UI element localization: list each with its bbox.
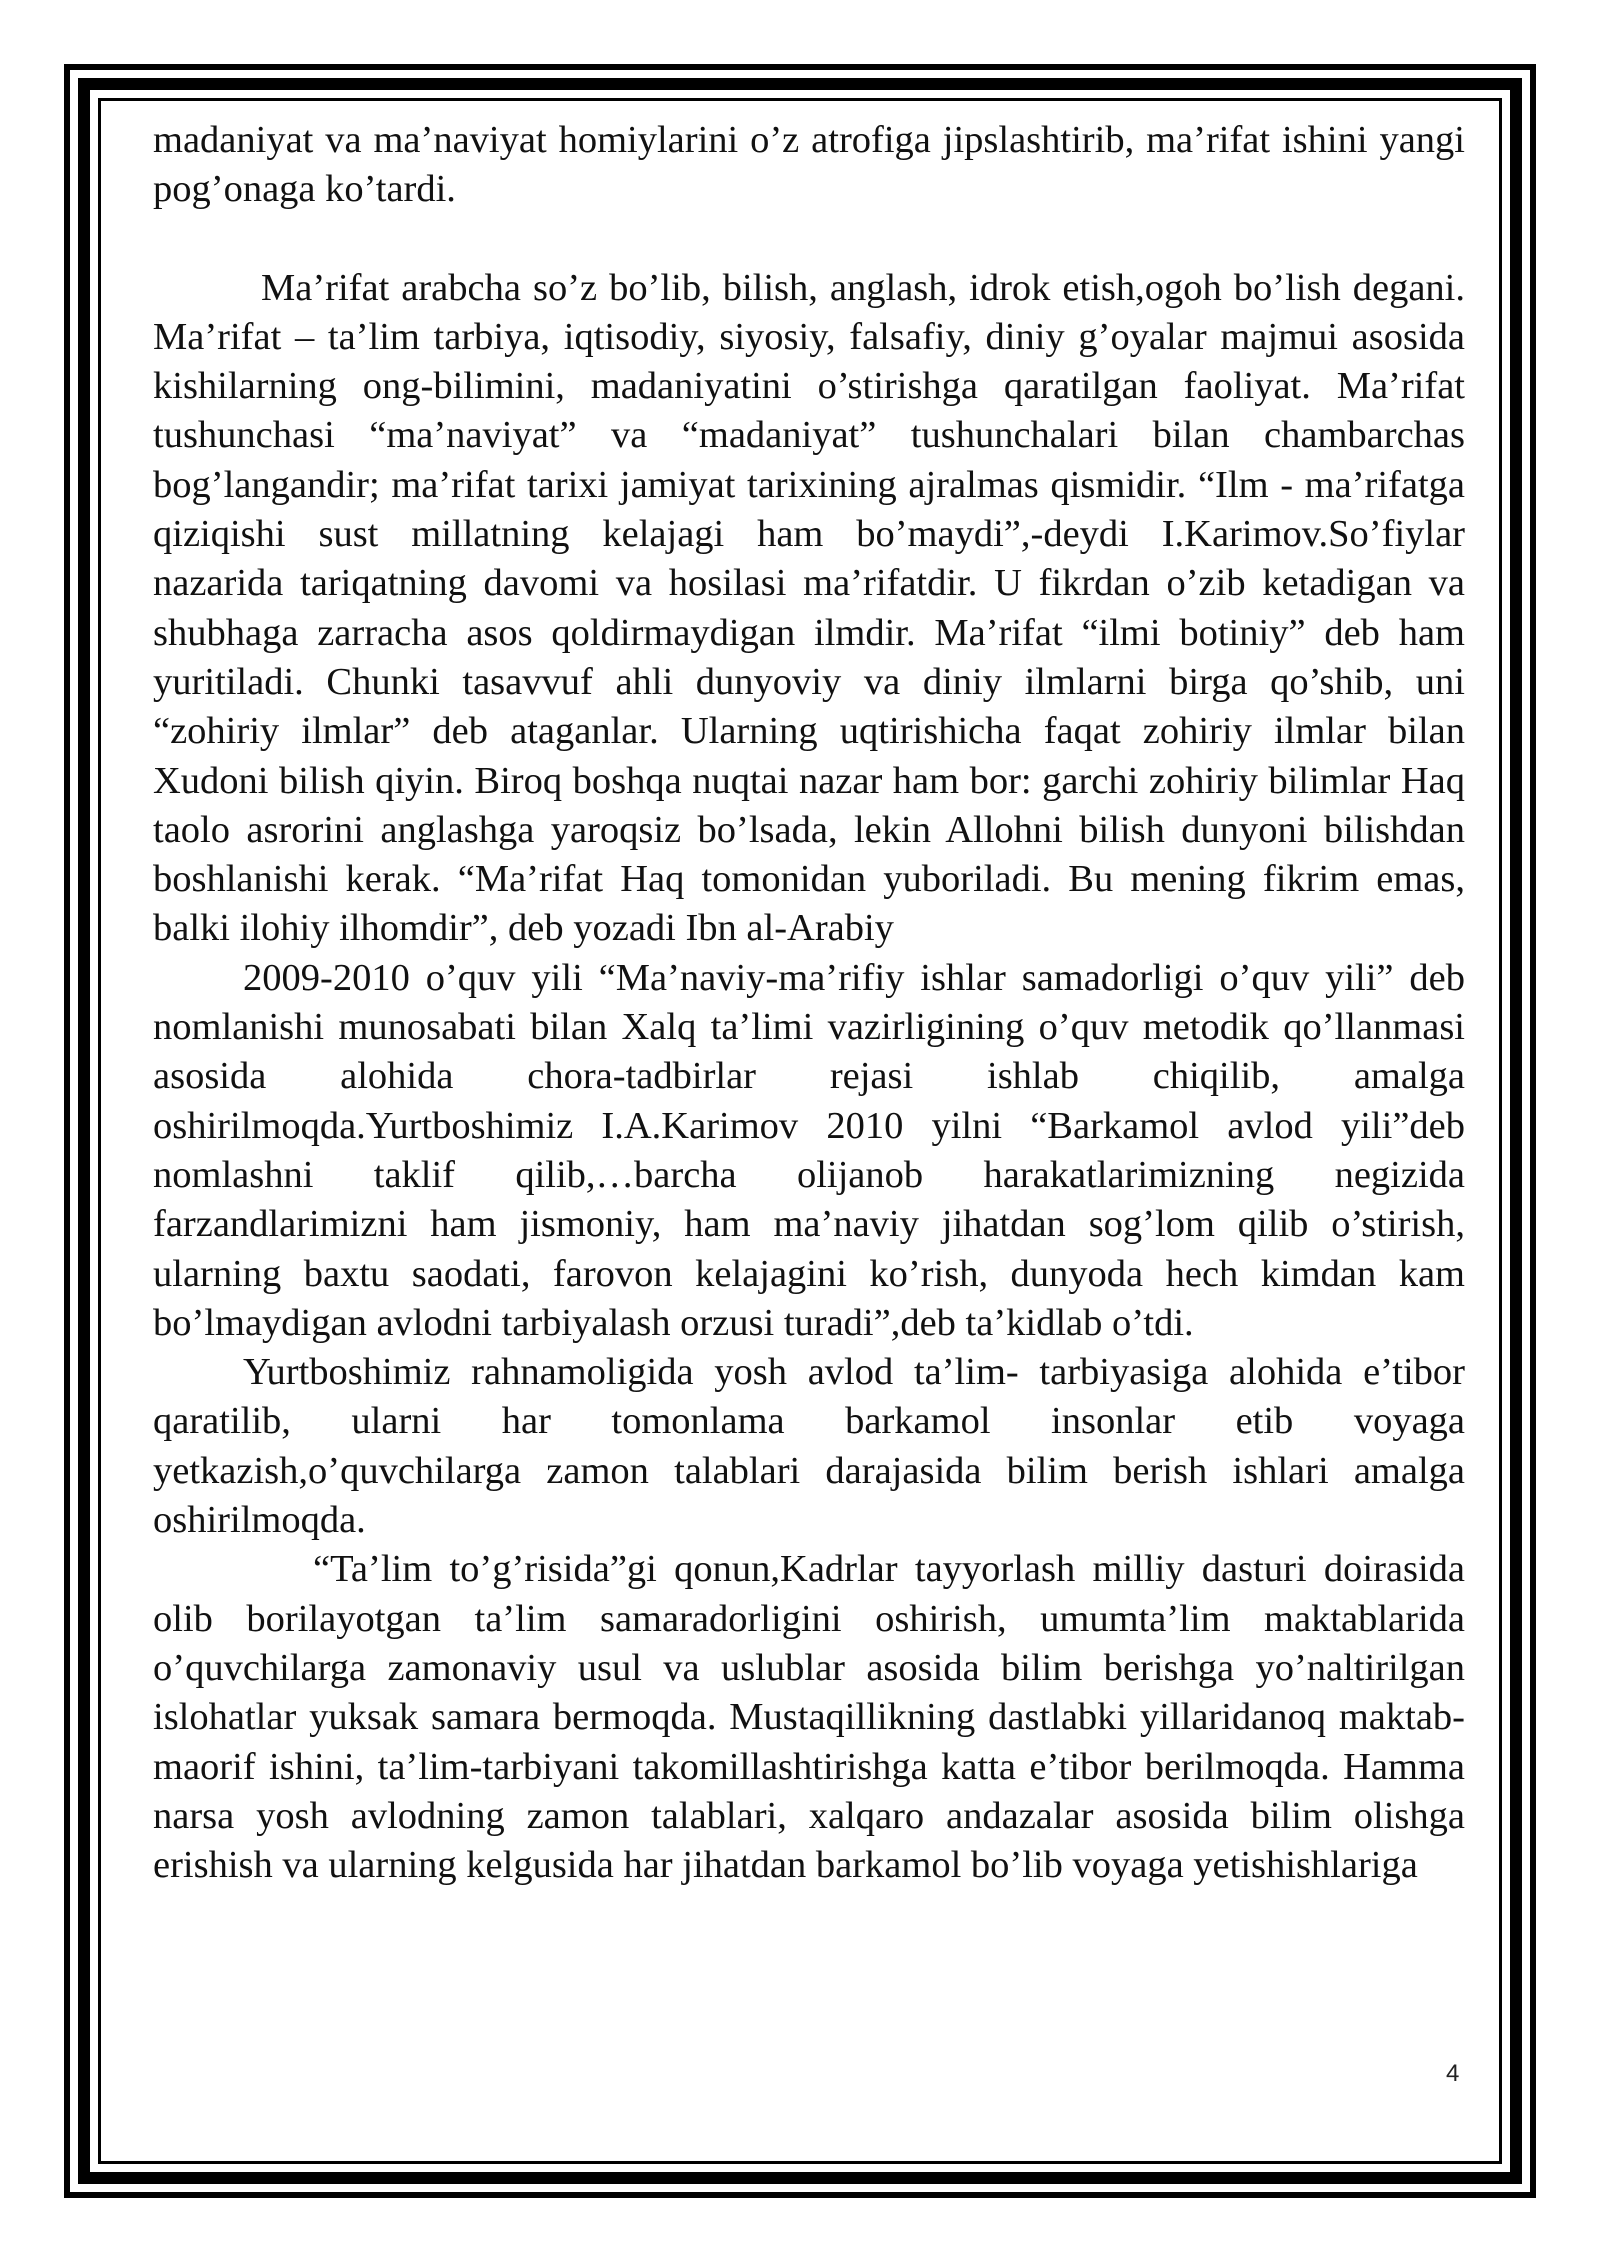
document-body (153, 116, 1465, 1890)
paragraph-continuation: madaniyat va ma’naviyat homiylarini o’z atrofiga jipslashtirib, ma’rifat ishini yangi pog’onaga ko’tardi. (153, 119, 1465, 211)
paragraph-youth-education: Yurtboshimiz rahnamoligida yosh avlod ta’lim- tarbiyasiga alohida e’tibor qaratilib, ularni har tomonlama barkamol insonlar etib voyaga yetkazish,o’quvchilarga zamon talablari darajasida bilim berish ishlari amalga oshirilmoqda. (153, 1351, 1465, 1542)
page-number: 4 (1446, 2060, 1460, 2087)
paragraph-marifat-definition: Ma’rifat arabcha so’z bo’lib, bilish, anglash, idrok etish,ogoh bo’lish degani. Ma’rifat – ta’lim tarbiya, iqtisodiy, siyosiy, falsafiy, diniy g’oyalar majmui asosida kishilarning ong-bilimini, madaniyatini o’stirishga qaratilgan faoliyat. Ma’rifat tushunchasi “ma’naviyat” va “madaniyat” tushunchalari bilan chambarchas bog’langandir; ma’rifat tarixi jamiyat tarixining ajralmas qismidir. “Ilm - ma’rifatga qiziqishi sust millatning kelajagi ham bo’maydi”,-deydi I.Karimov.So’fiylar nazarida tariqatning davomi va hosilasi ma’rifatdir. U fikrdan o’zib ketadigan va shubhaga zarracha asos qoldirmaydigan ilmdir. Ma’rifat “ilmi botiniy” deb ham yuritiladi. Chunki tasavvuf ahli dunyoviy va diniy ilmlarni birga qo’shib, uni “zohiriy ilmlar” deb ataganlar. Ularning uqtirishicha faqat zohiriy ilmlar bilan Xudoni bilish qiyin. Biroq boshqa nuqtai nazar ham bor: garchi zohiriy bilimlar Haq taolo asrorini anglashga yaroqsiz bo’lsada, lekin Allohni bilish dunyoni bilishdan boshlanishi kerak. “Ma’rifat Haq tomonidan yuboriladi. Bu mening fikrim emas, balki ilohiy ilhomdir”, deb yozadi Ibn al-Arabiy (153, 266, 1465, 950)
paragraph-education-law: “Ta’lim to’g’risida”gi qonun,Kadrlar tayyorlash milliy dasturi doirasida olib borilayotgan ta’lim samaradorligini oshirish, umumta’lim maktablarida o’quvchilarga zamonaviy usul va uslublar asosida bilim berishga yo’naltirilgan islohatlar yuksak samara bermoqda. Mustaqillikning dastlabki yillaridanoq maktab-maorif ishini, ta’lim-tarbiyani takomillashtirishga katta e’tibor berilmoqda. Hamma narsa yosh avlodning zamon talablari, xalqaro andazalar asosida bilim olishga erishish va ularning kelgusida har jihatdan barkamol bo’lib voyaga yetishishlariga (153, 1548, 1465, 1887)
paragraph-study-year: 2009-2010 o’quv yili “Ma’naviy-ma’rifiy ishlar samadorligi o’quv yili” deb nomlanishi munosabati bilan Xalq ta’limi vazirligining o’quv metodik qo’llanmasi asosida alohida chora-tadbirlar rejasi ishlab chiqilib, amalga oshirilmoqda.Yurtboshimiz I.A.Karimov 2010 yilni “Barkamol avlod yili”deb nomlashni taklif qilib,…barcha olijanob harakatlarimizning negizida farzandlarimizni ham jismoniy, ham ma’naviy jihatdan sog’lom qilib o’stirish, ularning baxtu saodati, farovon kelajagini ko’rish, dunyoda hech kimdan kam bo’lmaydigan avlodni tarbiyalash orzusi turadi”,deb ta’kidlab o’tdi. (153, 956, 1465, 1344)
